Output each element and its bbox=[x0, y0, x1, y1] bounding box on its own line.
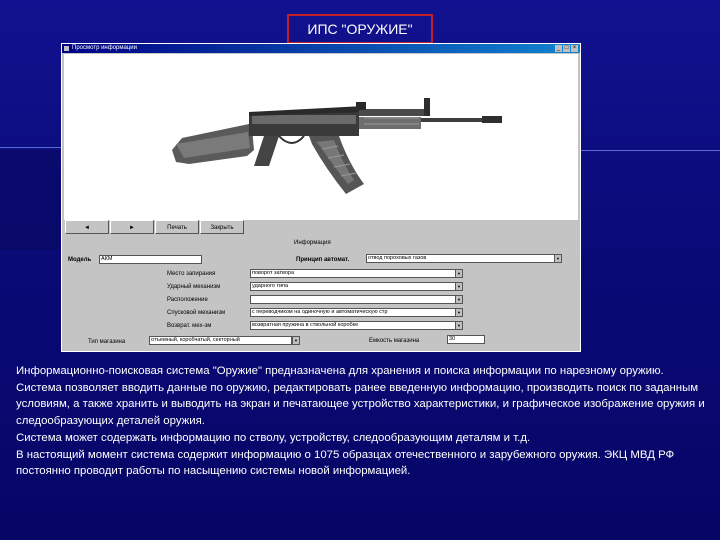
capacity-field[interactable]: 30 bbox=[447, 335, 485, 344]
description-paragraph: Система может содержать информацию по стволу, устройству, следообразующим деталям и т.д. bbox=[16, 431, 531, 444]
decorative-line bbox=[581, 150, 720, 151]
field-value[interactable]: поворот затвора bbox=[250, 269, 456, 278]
decorative-band bbox=[0, 150, 60, 250]
prev-record-button[interactable]: ◄ bbox=[65, 220, 109, 234]
chevron-down-icon[interactable]: ▼ bbox=[455, 295, 463, 304]
print-button[interactable]: Печать bbox=[155, 220, 199, 234]
description-paragraph: Информационно-поисковая система "Оружие" предназначена для хранения и поиска информации по нарезному оружию. bbox=[16, 365, 664, 377]
weapon-image-pane bbox=[64, 54, 578, 220]
window-controls bbox=[555, 45, 578, 52]
capacity-label: Емкость магазина bbox=[369, 338, 420, 344]
slide-title: ИПС "ОРУЖИЕ" bbox=[287, 14, 433, 44]
principle-field[interactable]: отвод пороховых газов bbox=[366, 254, 555, 263]
next-record-button[interactable]: ► bbox=[110, 220, 154, 234]
chevron-down-icon[interactable]: ▼ bbox=[455, 321, 463, 330]
app-window bbox=[61, 43, 581, 352]
window-title: Просмотр информации bbox=[72, 45, 137, 51]
field-label: Спусковой механизм bbox=[167, 310, 226, 316]
field-label: Место запирания bbox=[167, 271, 216, 277]
field-label: Расположение bbox=[167, 297, 208, 303]
field-value[interactable]: с переводчиком на одиночную и автоматическую стр bbox=[250, 308, 456, 317]
chevron-down-icon[interactable]: ▼ bbox=[455, 269, 463, 278]
close-window-button[interactable]: × bbox=[572, 45, 577, 51]
chevron-down-icon[interactable]: ▼ bbox=[455, 308, 463, 317]
app-icon bbox=[64, 46, 69, 51]
description-paragraph: Система позволяет вводить данные по оружию, редактировать ранее введенную информацию, производить поиск по заданным условиям, а также хранить и выводить на экран и печатающее устройство характеристики, и графическое изображение оружия и следообразующих деталей оружия. bbox=[16, 381, 705, 428]
decorative-line bbox=[0, 147, 62, 148]
close-button[interactable]: Закрыть bbox=[200, 220, 244, 234]
chevron-down-icon[interactable]: ▼ bbox=[292, 336, 300, 345]
principle-label: Принцип автомат. bbox=[296, 257, 350, 263]
window-titlebar[interactable] bbox=[62, 44, 580, 53]
field-value[interactable]: возвратная пружина в ствольной коробке bbox=[250, 321, 456, 330]
magazine-label: Тип магазина bbox=[88, 339, 126, 345]
rifle-image bbox=[64, 54, 578, 220]
section-heading: Информация bbox=[294, 240, 331, 246]
field-value[interactable]: ударного типа bbox=[250, 282, 456, 291]
model-field[interactable]: АКМ bbox=[99, 255, 202, 264]
field-label: Ударный механизм bbox=[167, 284, 221, 290]
description-text bbox=[16, 363, 706, 480]
toolbar bbox=[64, 220, 578, 236]
chevron-down-icon[interactable]: ▼ bbox=[554, 254, 562, 263]
magazine-field[interactable]: отъемный, коробчатый, секторный bbox=[149, 336, 292, 345]
description-paragraph: В настоящий момент система содержит информацию о 1075 образцах отечественного и зарубежного оружия. ЭКЦ МВД РФ постоянно проводит работы по насыщению системы новой информацией. bbox=[16, 448, 675, 478]
record-form bbox=[64, 237, 578, 350]
field-value[interactable] bbox=[250, 295, 456, 304]
chevron-down-icon[interactable]: ▼ bbox=[455, 282, 463, 291]
field-label: Возврат. мех-зм bbox=[167, 323, 212, 329]
model-label: Модель bbox=[68, 257, 92, 263]
maximize-button[interactable]: □ bbox=[564, 45, 569, 51]
minimize-button[interactable]: _ bbox=[556, 45, 561, 51]
